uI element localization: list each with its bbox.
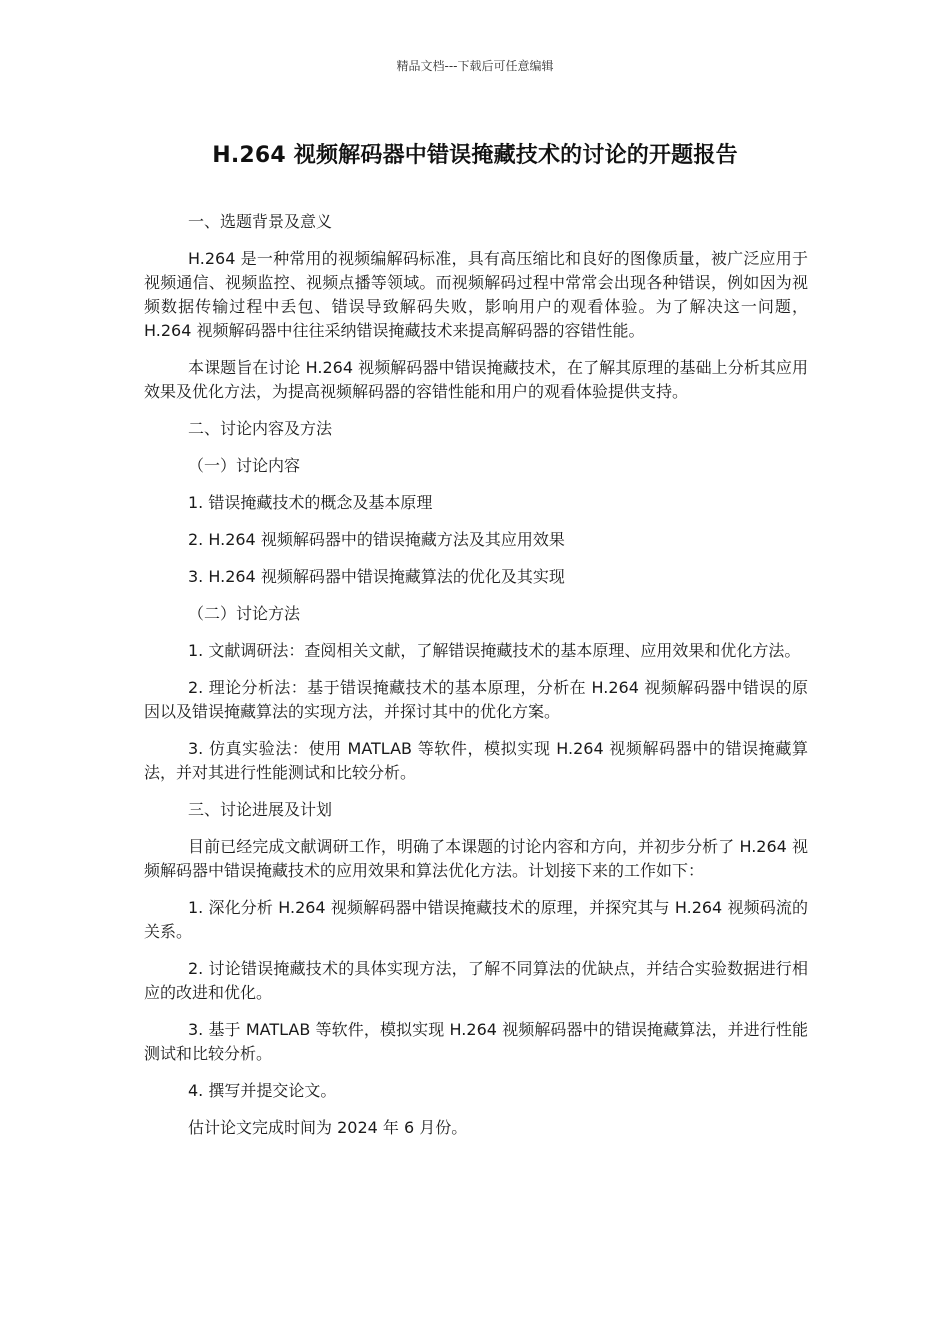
list-item-plan-3: 3. 基于 MATLAB 等软件，模拟实现 H.264 视频解码器中的错误掩藏算法，并进行性能测试和比较分析。 xyxy=(144,1020,808,1063)
section-heading-progress-plan: 三、讨论进展及计划 xyxy=(188,800,333,819)
list-item-plan-2: 2. 讨论错误掩藏技术的具体实现方法，了解不同算法的优缺点，并结合实验数据进行相应的改进和优化。 xyxy=(144,959,808,1002)
list-item-method-1: 1. 文献调研法：查阅相关文献，了解错误掩藏技术的基本原理、应用效果和优化方法。 xyxy=(188,641,801,660)
subheading-methods: （二）讨论方法 xyxy=(188,604,301,623)
paragraph-objective: 本课题旨在讨论 H.264 视频解码器中错误掩藏技术，在了解其原理的基础上分析其应用效果及优化方法，为提高视频解码器的容错性能和用户的观看体验提供支持。 xyxy=(144,358,808,401)
list-item-content-2: 2. H.264 视频解码器中的错误掩藏方法及其应用效果 xyxy=(188,530,565,549)
list-item-method-2: 2. 理论分析法：基于错误掩藏技术的基本原理，分析在 H.264 视频解码器中错误的原因以及错误掩藏算法的实现方法，并探讨其中的优化方案。 xyxy=(144,678,808,721)
paragraph-progress: 目前已经完成文献调研工作，明确了本课题的讨论内容和方向，并初步分析了 H.264 视频解码器中错误掩藏技术的应用效果和算法优化方法。计划接下来的工作如下： xyxy=(144,837,808,880)
document-title: H.264 视频解码器中错误掩藏技术的讨论的开题报告 xyxy=(212,143,738,168)
paragraph-completion-estimate: 估计论文完成时间为 2024 年 6 月份。 xyxy=(188,1118,468,1137)
section-heading-background: 一、选题背景及意义 xyxy=(188,212,333,231)
header-note: 精品文档---下载后可任意编辑 xyxy=(396,59,554,73)
list-item-method-3: 3. 仿真实验法：使用 MATLAB 等软件，模拟实现 H.264 视频解码器中的错误掩藏算法，并对其进行性能测试和比较分析。 xyxy=(144,739,808,782)
list-item-plan-4: 4. 撰写并提交论文。 xyxy=(188,1081,337,1100)
list-item-plan-1: 1. 深化分析 H.264 视频解码器中错误掩藏技术的原理，并探究其与 H.264 视频码流的关系。 xyxy=(144,898,808,941)
list-item-content-3: 3. H.264 视频解码器中错误掩藏算法的优化及其实现 xyxy=(188,567,565,586)
list-item-content-1: 1. 错误掩藏技术的概念及基本原理 xyxy=(188,493,433,512)
subheading-content: （一）讨论内容 xyxy=(188,456,301,475)
document-body xyxy=(144,210,808,1153)
section-heading-content-methods: 二、讨论内容及方法 xyxy=(188,419,333,438)
paragraph-background: H.264 是一种常用的视频编解码标准，具有高压缩比和良好的图像质量，被广泛应用于视频通信、视频监控、视频点播等领域。而视频解码过程中常常会出现各种错误，例如因为视频数据传输过程中丢包、错误导致解码失败，影响用户的观看体验。为了解决这一问题，H.264 视频解码器中往往采纳错误掩藏技术来提高解码器的容错性能。 xyxy=(144,249,808,340)
